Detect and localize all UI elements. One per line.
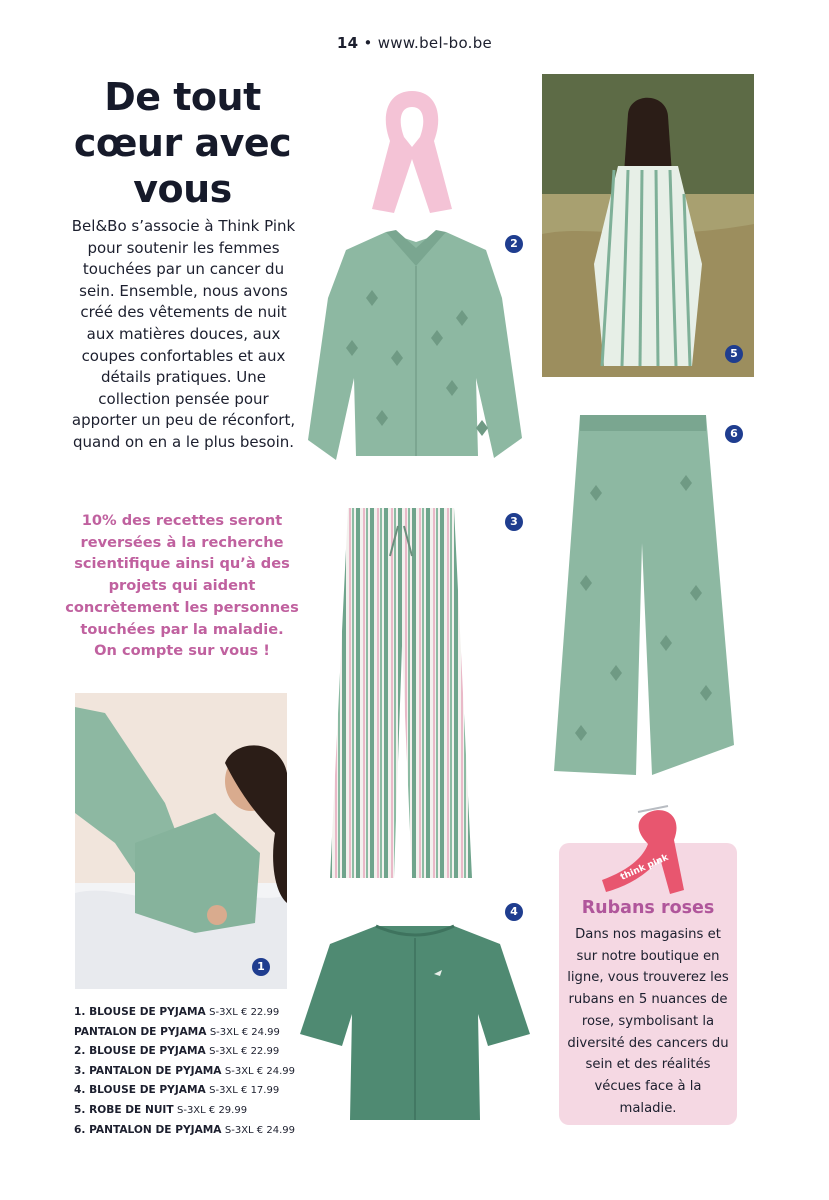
page-header — [0, 34, 829, 52]
page-title — [60, 74, 305, 212]
donation-cta: On compte sur vous ! — [94, 642, 270, 660]
product-meta: S-3XL € 24.99 — [224, 1124, 295, 1136]
product-name: 1. BLOUSE DE PYJAMA — [74, 1006, 206, 1018]
badge-5: 5 — [725, 345, 743, 363]
product-meta: S-3XL € 22.99 — [209, 1007, 280, 1018]
product-meta: S-3XL € 17.99 — [209, 1085, 280, 1097]
title-line-2: cœur avec — [73, 121, 292, 165]
nightdress-illustration — [542, 74, 754, 377]
page-number: 14 — [336, 34, 359, 52]
product-meta: S-3XL € 24.99 — [224, 1065, 295, 1077]
product-name: 6. PANTALON DE PYJAMA — [74, 1123, 222, 1136]
price-row — [74, 1003, 304, 1023]
price-row — [74, 1121, 304, 1141]
badge-3: 3 — [505, 513, 523, 531]
photo-woman-lying-illustration — [75, 693, 287, 989]
price-row — [74, 1101, 304, 1121]
trousers-6-image — [550, 413, 736, 777]
trousers-3-image — [328, 506, 474, 882]
donation-highlight — [62, 510, 302, 662]
product-meta: S-3XL € 29.99 — [176, 1104, 248, 1116]
pink-ribbon-icon — [360, 85, 464, 220]
product-name: 2. BLOUSE DE PYJAMA — [74, 1045, 206, 1058]
product-name: PANTALON DE PYJAMA — [74, 1025, 207, 1038]
photo-woman-nightdress — [542, 74, 754, 377]
product-meta: S-3XL € 24.99 — [209, 1026, 280, 1038]
product-name: 3. PANTALON DE PYJAMA — [74, 1064, 222, 1077]
badge-2: 2 — [505, 235, 523, 253]
title-line-3: vous — [133, 167, 232, 211]
price-row — [74, 1062, 304, 1082]
price-row — [74, 1081, 304, 1101]
badge-1: 1 — [252, 958, 270, 976]
product-name: 4. BLOUSE DE PYJAMA — [74, 1084, 206, 1097]
blouse-4-image — [300, 924, 530, 1122]
site-link[interactable]: www.bel-bo.be — [377, 34, 493, 52]
rubans-title: Rubans roses — [581, 898, 715, 918]
photo-woman-lying-pyjama — [75, 693, 287, 989]
price-row — [74, 1023, 304, 1043]
blouse-2-image — [306, 228, 526, 464]
price-row — [74, 1042, 304, 1062]
donation-text: 10% des recettes seront reversées à la recherche scientifique ainsi qu’à des projets qui aident concrètement les personnes touchées par la maladie. — [65, 512, 299, 638]
think-pink-ribbon-icon — [598, 800, 698, 896]
intro-paragraph: Bel&Bo s’associe à Think Pink pour soutenir les femmes touchées par un cancer du sein. Ensemble, nous avons créé des vêtements de nuit aux matières douces, aux coupes confortables et aux détails pratiques. Une collection pensée pour apporter un peu de réconfort, quand on en a le plus besoin. — [71, 217, 296, 451]
badge-6: 6 — [725, 425, 743, 443]
price-list — [74, 1003, 304, 1140]
product-name: 5. ROBE DE NUIT — [74, 1103, 174, 1116]
rubans-text: Dans nos magasins et sur notre boutique en ligne, vous trouverez les rubans en 5 nuances de rose, symbolisant la diversité des cancers du sein et des réalités vécues face à la maladie. — [567, 927, 729, 1116]
header-separator: • — [363, 34, 373, 52]
title-line-1: De tout — [104, 75, 261, 119]
badge-4: 4 — [505, 903, 523, 921]
ribbon-tag-text: think pink — [619, 852, 671, 883]
product-meta: S-3XL € 22.99 — [209, 1046, 280, 1058]
